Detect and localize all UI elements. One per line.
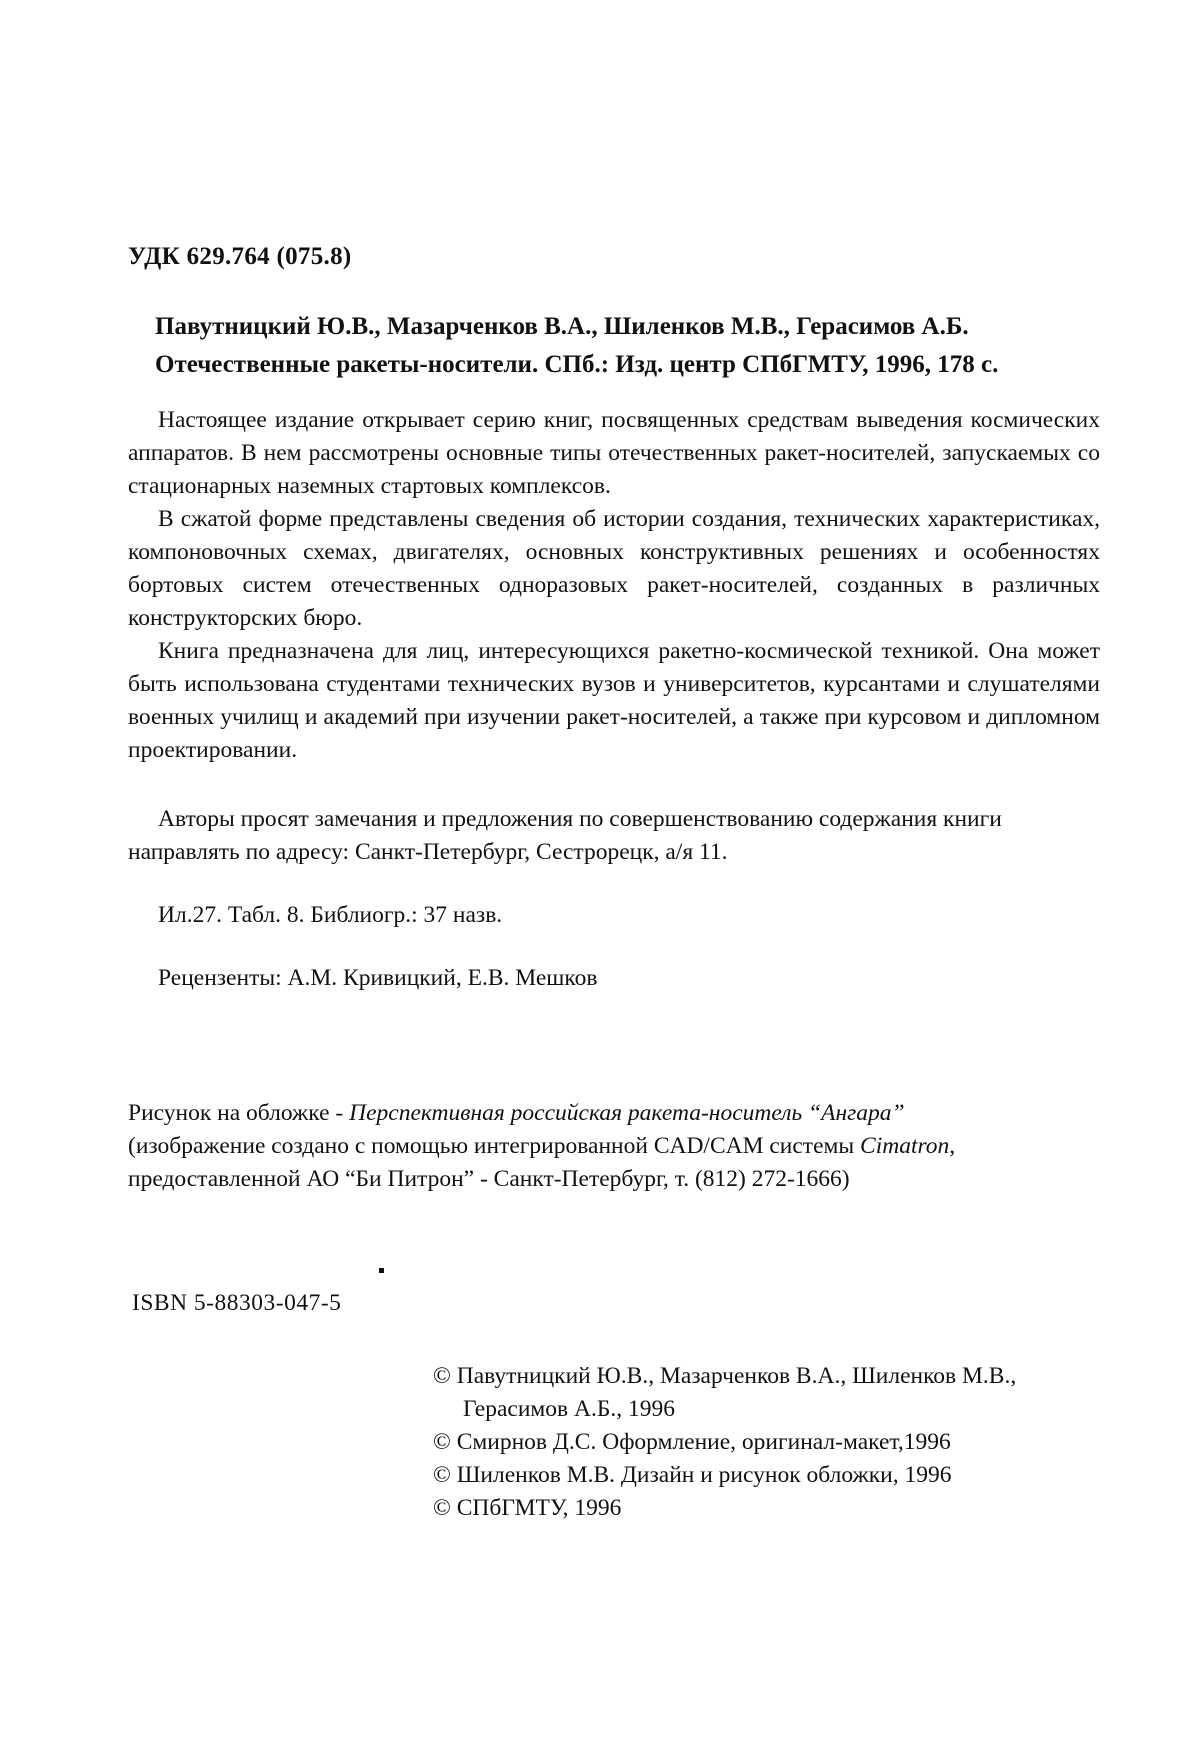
cover-line-2-text: (изображение создано с помощью интегрированной CAD/CAM системы <box>128 1133 861 1159</box>
cover-note <box>128 1097 1118 1196</box>
copyright-authors-cont: Герасимов А.Б., 1996 <box>463 1396 675 1422</box>
copyright-university: © СПбГМТУ, 1996 <box>433 1495 622 1521</box>
copyright-cover-design: © Шиленков М.В. Дизайн и рисунок обложки, 1996 <box>433 1462 952 1488</box>
abstract-paragraph: Настоящее издание открывает серию книг, посвященных средствам выведения космических аппаратов. В нем рассмотрены основные типы отечественных ракет-носителей, запускаемых со стационарных наземных стартовых комплексов. <box>128 407 1100 499</box>
cover-line-3: предоставленной АО “Би Питрон” - Санкт-Петербург, т. (812) 272-1666) <box>128 1166 850 1192</box>
abstract <box>128 404 1100 767</box>
cimatron-name: Cimatron <box>860 1133 950 1159</box>
authors-request <box>128 803 1100 869</box>
illustration-stats: Ил.27. Табл. 8. Библиогр.: 37 назв. <box>158 902 503 928</box>
copyright-block <box>433 1360 1113 1525</box>
abstract-paragraph: В сжатой форме представлены сведения об истории создания, технических характеристиках, компоновочных схемах, двигателях, основных конструктивных решениях и особенностях бортовых систем отечественных одноразовых ракет-носителей, созданных в различных конструкторских бюро. <box>128 506 1100 631</box>
authors-line: Павутницкий Ю.В., Мазарченков В.А., Шиленков М.В., Герасимов А.Б. <box>155 313 969 340</box>
title-line: Отечественные ракеты-носители. СПб.: Изд. центр СПбГМТУ, 1996, 178 с. <box>155 351 999 378</box>
cover-line-2 <box>128 1130 1118 1163</box>
udk-code: УДК 629.764 (075.8) <box>128 243 352 270</box>
cover-line-2-comma: , <box>949 1133 956 1159</box>
copyright-authors: © Павутницкий Ю.В., Мазарченков В.А., Шиленков М.В., <box>433 1363 1017 1389</box>
cover-title: Перспективная российская ракета-носитель “Ангара” <box>349 1100 905 1126</box>
isbn: ISBN 5-88303-047-5 <box>132 1290 342 1316</box>
cover-prefix: Рисунок на обложке - <box>128 1100 350 1126</box>
decorative-dot <box>379 1268 384 1273</box>
abstract-paragraph: Книга предназначена для лиц, интересующихся ракетно-космической техникой. Она может быть использована студентами технических вузов и университетов, курсантами и слушателями военных училищ и академий при изучении ракет-носителей, а также при курсовом и дипломном проектировании. <box>128 638 1100 763</box>
copyright-layout: © Смирнов Д.С. Оформление, оригинал-макет,1996 <box>433 1429 951 1455</box>
bibliographic-record <box>155 308 1095 384</box>
request-paragraph: Авторы просят замечания и предложения по совершенствованию содержания книги направлять по адресу: Санкт-Петербург, Сестрорецк, а/я 11. <box>128 806 1002 865</box>
cover-line-1 <box>128 1097 1118 1130</box>
reviewers: Рецензенты: А.М. Кривицкий, Е.В. Мешков <box>158 965 598 991</box>
